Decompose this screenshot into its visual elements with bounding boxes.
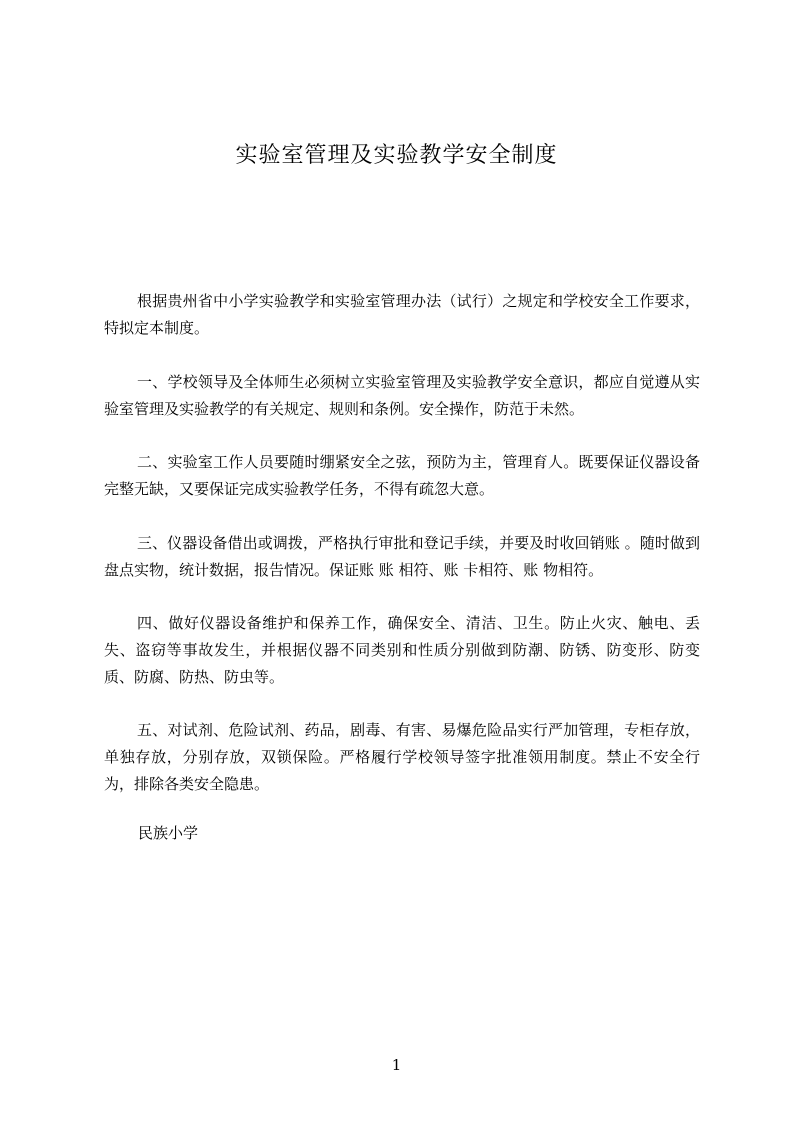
paragraph-rule-1: 一、学校领导及全体师生必须树立实验室管理及实验教学安全意识，都应自觉遵从实验室管理及实验教学的有关规定、规则和条例。安全操作，防范于未然。: [104, 373, 700, 418]
paragraph-rule-4: 四、做好仪器设备维护和保养工作，确保安全、清洁、卫生。防止火灾、触电、丢失、盗窃等事故发生，并根据仪器不同类别和性质分别做到防潮、防锈、防变形、防变质、防腐、防热、防虫等。: [104, 614, 700, 686]
signature: 民族小学: [138, 824, 199, 842]
paragraph-rule-2: 二、实验室工作人员要随时绷紧安全之弦，预防为主，管理育人。既要保证仪器设备完整无缺，又要保证完成实验教学任务，不得有疏忽大意。: [104, 453, 700, 498]
page-number: 1: [391, 1056, 402, 1074]
paragraph-rule-5: 五、对试剂、危险试剂、药品，剧毒、有害、易爆危险品实行严加管理，专柜存放，单独存放，分别存放，双锁保险。严格履行学校领导签字批准领用制度。禁止不安全行为，排除各类安全隐患。: [104, 721, 700, 793]
paragraph-rule-3: 三、仪器设备借出或调拨，严格执行审批和登记手续，并要及时收回销账 。随时做到盘点实物，统计数据，报告情况。保证账 账 相符、账 卡相符、账 物相符。: [104, 534, 700, 579]
page-title: 实验室管理及实验教学安全制度: [235, 143, 558, 168]
paragraph-intro: 根据贵州省中小学实验教学和实验室管理办法（试行）之规定和学校安全工作要求，特拟定本制度。: [104, 292, 700, 337]
